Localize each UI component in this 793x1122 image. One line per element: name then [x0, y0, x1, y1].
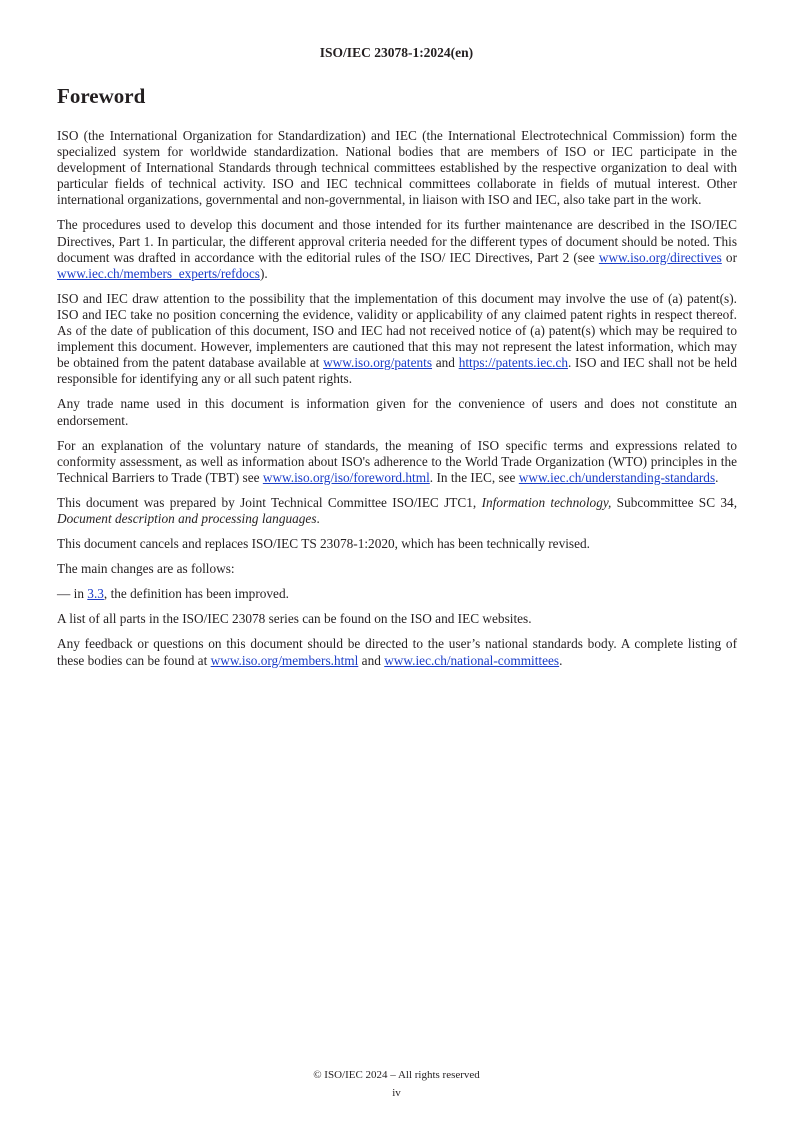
text-run: This document was prepared by Joint Technical Committee ISO/IEC JTC1, [57, 494, 482, 510]
hyperlink[interactable]: www.iso.org/iso/foreword.html [262, 469, 430, 485]
paragraph [57, 396, 737, 428]
copyright-notice: © ISO/IEC 2024 – All rights reserved [313, 1069, 480, 1081]
hyperlink[interactable]: www.iec.ch/members_experts/refdocs [57, 265, 260, 281]
hyperlink[interactable]: 3.3 [87, 586, 104, 602]
paragraph [57, 128, 737, 208]
text-run: The procedures used to develop this document and those intended for its further maintenance are described in the ISO/IEC Directives, Part 1. In particular, the different approval criteria needed for the different types of document should be noted. This document was drafted in accordance with the editorial rules of the ISO/ IEC Directives, Part 2 (see [57, 217, 737, 265]
text-run: . [316, 510, 320, 526]
foreword-body [57, 128, 737, 678]
paragraph [57, 636, 737, 668]
text-run: Subcommittee SC 34 [611, 494, 734, 510]
list-item [57, 586, 737, 602]
text-run: The main changes are as follows: [57, 561, 235, 577]
text-run: . [715, 469, 719, 485]
hyperlink[interactable]: www.iec.ch/understanding-standards [518, 469, 716, 485]
paragraph [57, 495, 737, 527]
italic-text: , Document description and processing languages [57, 494, 738, 526]
text-run: . ISO and IEC shall not be held responsible for identifying any or all such patent rights. [57, 355, 737, 387]
text-run: ISO (the International Organization for Standardization) and IEC (the International Electrotechnical Commission) form the specialized system for worldwide standardization. National bodies that are members of ISO or IEC participate in the development of International Standards through technical committees established by the respective organization to deal with particular fields of technical activity. ISO and IEC technical committees collaborate in fields of mutual interest. Other international organizations, governmental and non-governmental, in liaison with ISO and IEC, also take part in the work. [57, 128, 737, 208]
page-number: iv [392, 1087, 401, 1099]
hyperlink[interactable]: www.iso.org/members.html [210, 652, 359, 668]
paragraph [57, 217, 737, 281]
paragraph [57, 611, 737, 627]
text-run: ISO and IEC draw attention to the possibility that the implementation of this document may involve the use of (a) patent(s). ISO and IEC take no position concerning the evidence, validity or applicability of any claimed patent rights in respect thereof. As of the date of publication of this document, ISO and IEC had not received notice of (a) patent(s) which may be required to implement this document. However, implementers are cautioned that this may not represent the latest information, which may be obtained from the patent database available at [57, 290, 737, 371]
paragraph [57, 561, 737, 577]
text-run: . In the IEC, see [429, 469, 519, 485]
text-run: and [358, 652, 385, 668]
paragraph [57, 291, 737, 388]
text-run: This document cancels and replaces ISO/IEC TS 23078-1:2020, which has been technically revised. [57, 536, 590, 552]
page-footer [0, 1066, 793, 1102]
document-header: ISO/IEC 23078-1:2024(en) [319, 45, 474, 60]
italic-text: Information technology, [481, 494, 612, 510]
text-run: or [721, 249, 737, 265]
text-run: ). [259, 265, 268, 281]
hyperlink[interactable]: www.iso.org/patents [323, 355, 433, 371]
text-run: and [432, 355, 459, 371]
text-run: — in [57, 586, 88, 602]
text-run: For an explanation of the voluntary nature of standards, the meaning of ISO specific terms and expressions related to conformity assessment, as well as information about ISO's adherence to the World Trade Organization (WTO) principles in the Technical Barriers to Trade (TBT) see [57, 437, 737, 485]
paragraph [57, 438, 737, 486]
text-run: Any trade name used in this document is information given for the convenience of users and does not constitute an endorsement. [57, 396, 737, 428]
text-run: A list of all parts in the ISO/IEC 23078 series can be found on the ISO and IEC websites. [57, 611, 532, 627]
text-run: , the definition has been improved. [103, 586, 289, 602]
paragraph [57, 536, 737, 552]
hyperlink[interactable]: https://patents.iec.ch [458, 355, 568, 371]
hyperlink[interactable]: www.iso.org/directives [598, 249, 722, 265]
text-run: Any feedback or questions on this document should be directed to the user’s national standards body. A complete listing of these bodies can be found at [57, 636, 737, 668]
text-run: . [559, 652, 563, 668]
hyperlink[interactable]: www.iec.ch/national-committees [384, 652, 560, 668]
page-title: Foreword [57, 84, 146, 108]
